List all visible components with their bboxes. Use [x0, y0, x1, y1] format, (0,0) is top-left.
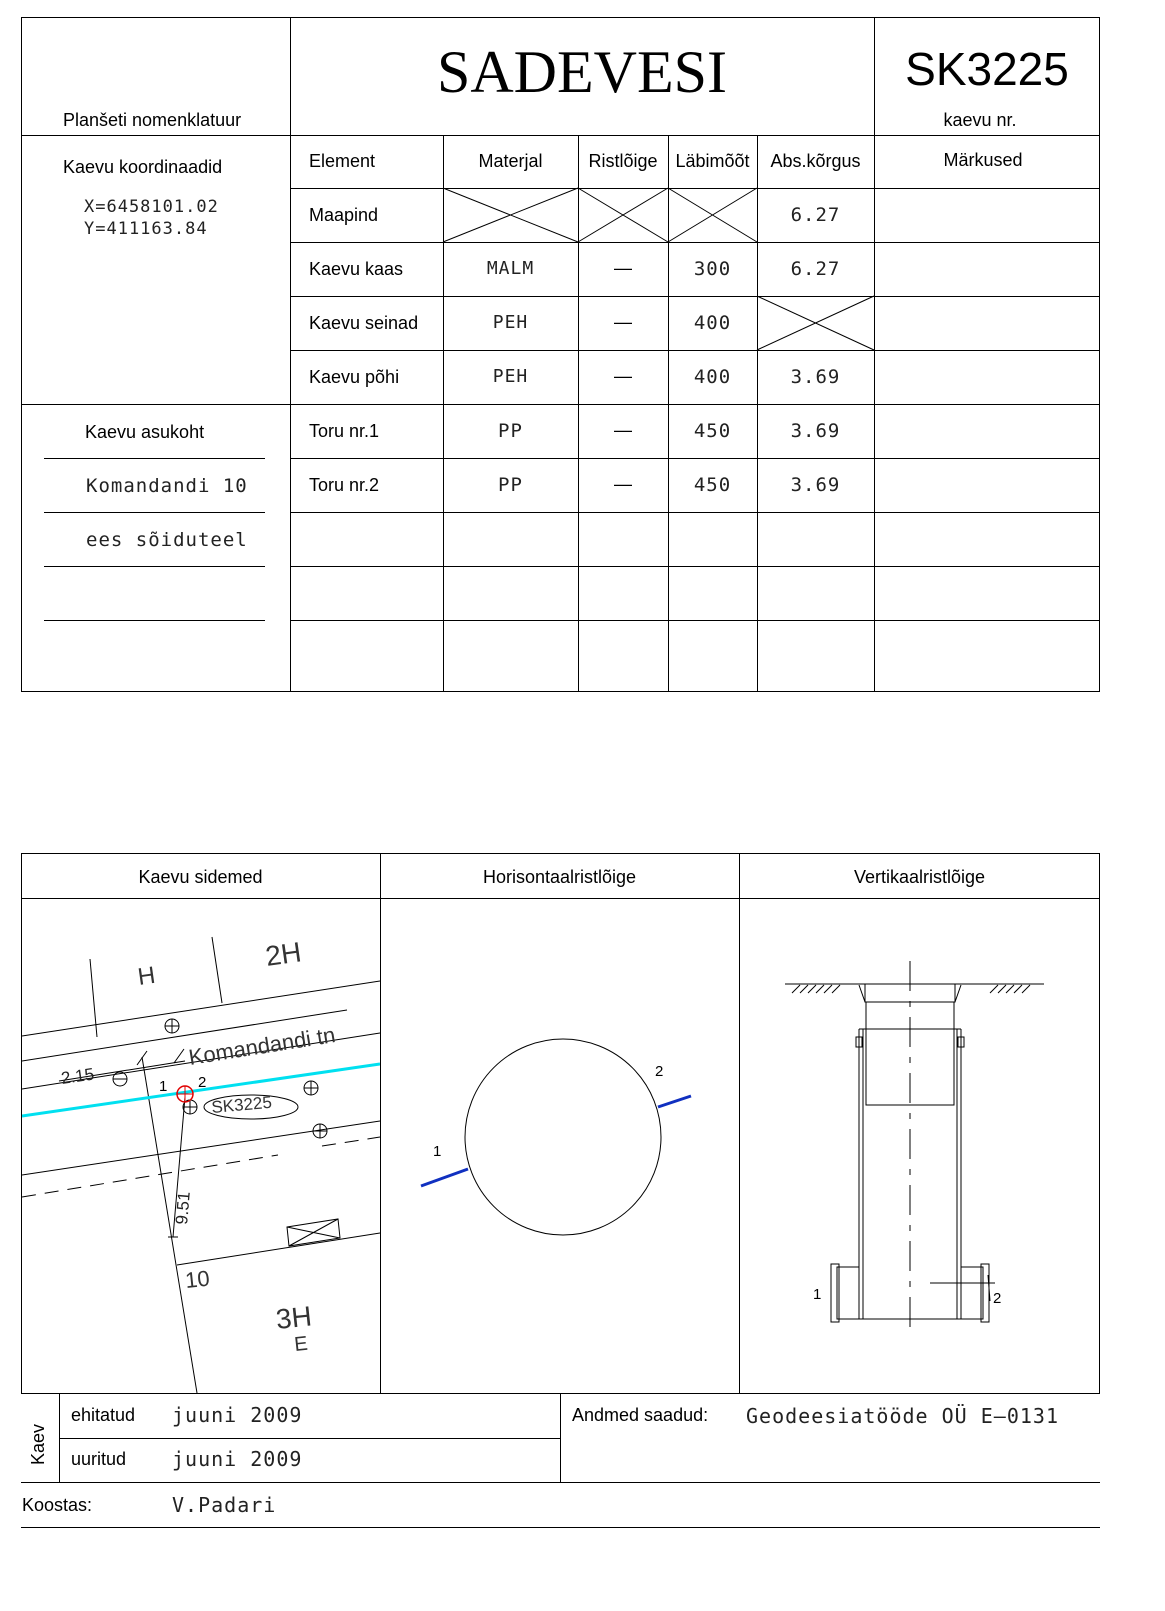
coord-y: Y=411163.84 [84, 219, 208, 239]
cell-abskorgus: 3.69 [790, 366, 841, 388]
cell-materjal: MALM [486, 258, 535, 279]
planset-label: Planšeti nomenklatuur [63, 110, 242, 130]
cell-element: Kaevu põhi [309, 367, 400, 387]
vert-pipe-2: 2 [993, 1290, 1002, 1307]
vertical-section [740, 899, 1099, 1393]
map-well-tag: SK3225 [210, 1092, 273, 1117]
col-header-abskorgus: Abs.kõrgus [770, 151, 861, 171]
cell-abskorgus: 3.69 [790, 420, 841, 442]
page-title: SADEVESI [436, 39, 727, 105]
cell-ristloige: — [614, 366, 632, 386]
cell-element: Maapind [309, 205, 379, 225]
cell-ristloige: — [614, 258, 632, 278]
panel-title-sidemed: Kaevu sidemed [138, 867, 263, 887]
map-house-nr: 10 [183, 1265, 211, 1293]
well-nr-label: kaevu nr. [943, 110, 1017, 130]
map-pipe-2: 2 [198, 1074, 207, 1091]
map-label-2h: 2H [263, 936, 304, 972]
cell-abskorgus: 6.27 [790, 204, 841, 226]
horizontal-section [381, 899, 739, 1393]
cell-labimoot: 400 [693, 312, 732, 334]
location-map [22, 899, 380, 1393]
uuritud-value: juuni 2009 [172, 1447, 303, 1471]
vert-pipe-1: 1 [813, 1286, 822, 1303]
location-label: Kaevu asukoht [85, 422, 205, 442]
col-header-materjal: Materjal [478, 151, 543, 171]
map-pipe-1: 1 [159, 1078, 168, 1095]
horiz-pipe-1: 1 [433, 1143, 442, 1160]
kaev-label: Kaev [28, 1423, 48, 1465]
panel-title-horisontaal: Horisontaalristlõige [482, 867, 637, 887]
map-dist-215: 2.15 [59, 1064, 96, 1088]
cell-ristloige: — [614, 474, 632, 494]
coords-label: Kaevu koordinaadid [63, 157, 223, 177]
cell-ristloige: — [614, 312, 632, 332]
ehitatud-value: juuni 2009 [172, 1403, 303, 1427]
cell-materjal: PP [498, 474, 523, 496]
koostas-label: Koostas: [22, 1495, 93, 1515]
cell-abskorgus: 3.69 [790, 474, 841, 496]
cell-labimoot: 400 [693, 366, 732, 388]
col-header-ristloige: Ristlõige [588, 151, 658, 171]
col-header-element: Element [309, 151, 376, 171]
crossed-cells [0, 0, 1165, 700]
coord-x: X=6458101.02 [84, 197, 219, 217]
cell-element: Toru nr.1 [309, 421, 380, 441]
horiz-pipe-2: 2 [655, 1063, 664, 1080]
map-street-name: Komandandi tn [186, 1022, 337, 1070]
andmed-label: Andmed saadud: [572, 1405, 709, 1425]
map-dist-951: 9.51 [172, 1190, 194, 1226]
map-label-3h: 3H [274, 1300, 314, 1335]
koostas-value: V.Padari [172, 1493, 277, 1517]
panel-title-vertikaal: Vertikaalristlõige [853, 867, 986, 887]
cell-labimoot: 450 [693, 420, 732, 442]
uuritud-label: uuritud [71, 1449, 127, 1469]
andmed-value: Geodeesiatööde OÜ E–0131 [746, 1404, 1059, 1428]
cell-element: Toru nr.2 [309, 475, 380, 495]
cell-element: Kaevu kaas [309, 259, 404, 279]
cell-materjal: PP [498, 420, 523, 442]
cell-labimoot: 300 [693, 258, 732, 280]
ehitatud-label: ehitatud [71, 1405, 136, 1425]
cell-abskorgus: 6.27 [790, 258, 841, 280]
cell-materjal: PEH [492, 366, 529, 387]
location-line2: ees sõiduteel [86, 529, 248, 551]
well-id: SK3225 [905, 43, 1069, 95]
map-label-h: H [136, 961, 158, 991]
col-header-labimoot: Läbimõõt [675, 151, 750, 171]
cell-element: Kaevu seinad [309, 313, 419, 333]
cell-materjal: PEH [492, 312, 529, 333]
col-header-markused: Märkused [943, 150, 1023, 170]
cell-labimoot: 450 [693, 474, 732, 496]
cell-ristloige: — [614, 420, 632, 440]
location-line1: Komandandi 10 [86, 475, 248, 497]
map-label-e: E [293, 1332, 309, 1356]
